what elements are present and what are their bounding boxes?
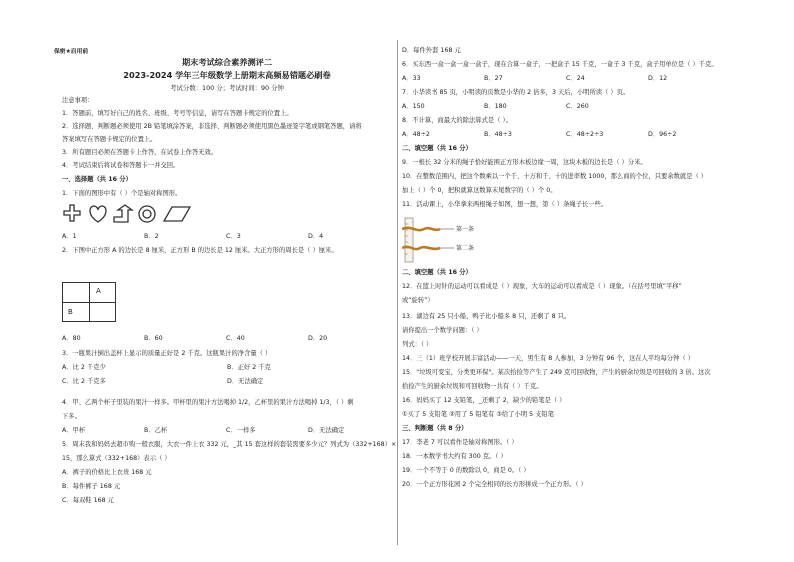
question-15-cont: 拾捡产生的厨余垃圾和可回收物一共有（ ）千克。 bbox=[402, 383, 543, 390]
q4-options bbox=[62, 428, 390, 434]
question-1: 1．下面的图形中有（ ）个是轴对称图形。 bbox=[62, 190, 182, 197]
question-18: 18．一本数学书大约有 300 克。（ ） bbox=[402, 453, 507, 460]
arrow-l-shape bbox=[114, 205, 132, 222]
q2-square-figure bbox=[62, 282, 116, 322]
section-choice: 一、选择题（共 16 分） bbox=[62, 176, 132, 183]
question-6: 6．买东西一盒一盒一盒一盒子，现在合算一盒子，一把盒子 15 千克，一盒子 3 千克，盒子用单位是（ ）千克。 bbox=[402, 61, 718, 68]
q8-options bbox=[402, 132, 730, 138]
option[interactable]: A．33 bbox=[402, 75, 421, 82]
question-20: 20．一个正方形花园 2 个完全相同的长方形拼成一个正方形。（ ） bbox=[402, 481, 587, 488]
question-3: 3．一瓶果汁倒出盖杯上显示的质量正好是 2 千克。这瓶果汁的净含量（ ） bbox=[62, 350, 272, 357]
q2-options bbox=[62, 336, 390, 342]
ring-outer-shape bbox=[139, 206, 155, 222]
exam-meta: 考试分数：100 分；考试时间：90 分钟 bbox=[170, 84, 284, 92]
q5-option[interactable]: C．每双鞋 168 元 bbox=[62, 497, 114, 504]
question-13: 13．湖边有 25 只小船，鸭子比小船多 8 只，还剩了 8 只。 bbox=[402, 313, 571, 320]
q5-option[interactable]: A．裤子的价格比上衣贵 168 元 bbox=[62, 469, 152, 476]
question-9: 9．一根长 32 分米的绳子恰好能围正方形木板边缘一周，这块木板的边长是（ ）分米。 bbox=[402, 159, 647, 166]
question-8: 8．不计算，商最大的除法算式是（ ）。 bbox=[402, 117, 512, 124]
option[interactable]: B．正好 2 千克 bbox=[227, 364, 271, 371]
question-10: 10．在整数范围内，把这个数乘以一个千、十万和千、十的进率数 1000，那么商的个位，只要余数就是（ ） bbox=[402, 173, 708, 180]
notice-item: 2．选择题、判断题必须使用 2B 铅笔填涂答案，非选择、判断题必须使用黑色墨迹签字笔或钢笔答题，请将 bbox=[62, 123, 362, 130]
notice-item: 1．答题前，填写好自己的姓名、班级、考号等信息，请写在答题卡规定的位置上。 bbox=[62, 110, 293, 117]
option[interactable]: C．比 2 千克多 bbox=[62, 378, 106, 385]
question-17: 17．李老 7 可以看作是轴对称图形。（ ） bbox=[402, 439, 518, 446]
label-b: B bbox=[68, 308, 73, 316]
question-2: 2．下图中正方形 A 的边长是 8 厘米，正方形 B 的边长是 12 厘米。大正方形的周长是（ ）厘米。 bbox=[62, 247, 338, 254]
notice-title: 注意事项： bbox=[62, 97, 94, 104]
notice-item: 3．所有题目必须在答题卡上作答，在试卷上作答无效。 bbox=[62, 149, 218, 156]
option[interactable]: A．比 2 千克少 bbox=[62, 364, 106, 371]
option[interactable]: C．48÷2÷3 bbox=[566, 131, 604, 138]
q5-option[interactable]: B．每件裤子 168 元 bbox=[62, 483, 121, 490]
question-4: 4．甲、乙两个杯子里装的果汁一样多。甲杯里的果汁方法喝掉 1/2，乙杯里的果汁方法喝掉 1/3，（ ）剩 bbox=[62, 399, 354, 406]
option[interactable]: C．260 bbox=[566, 103, 589, 110]
question-15: 15．"垃圾可变宝，分类更环保"。某次拾捡等产生了 249 克可回收物，产生的厨余垃圾是可回收的 3 倍。这次 bbox=[402, 369, 711, 376]
question-12: 12．在篮上时针的运动可以看成是（ ）现象，大车的运动可以看成是（ ）现象。（在括号里填“平移” bbox=[402, 283, 682, 290]
question-10-cont: 加上（ ）个 0，把积就算这数算末尾数字的（ ）个 0。 bbox=[402, 187, 557, 194]
option[interactable]: C．一样多 bbox=[226, 427, 256, 434]
section-fill: 二、填空题（共 16 分） bbox=[402, 145, 472, 152]
ring-inner-shape bbox=[143, 210, 151, 218]
question-12-cont: 或“旋转”） bbox=[402, 297, 434, 304]
question-13-ask: 请你提出一个数学问题：（ ） bbox=[402, 327, 483, 334]
option[interactable]: C．24 bbox=[566, 75, 585, 82]
q16-options[interactable]: ①买了 5 支铅笔 ②用了 5 铅笔有 ③给了小明 5 支铅笔 bbox=[402, 411, 555, 418]
option[interactable]: C．40 bbox=[226, 335, 245, 342]
option[interactable]: D．96÷2 bbox=[648, 131, 677, 138]
option[interactable]: A．48÷2 bbox=[402, 131, 430, 138]
question-14: 14．三（1）班学校开展丰富活动——一天，男生有 8 人参加，3 分钟有 96 个，这在人平均每分钟（ ） bbox=[402, 355, 694, 362]
rope-label-1: 第一条 bbox=[456, 226, 475, 233]
option[interactable]: D．12 bbox=[648, 75, 668, 82]
rope-label-2: 第二条 bbox=[456, 245, 475, 252]
q3-options bbox=[62, 379, 392, 385]
question-5-cont: 15，那么算式（332+168）表示（ ） bbox=[62, 455, 171, 462]
q3-options bbox=[62, 365, 392, 371]
heart-shape bbox=[90, 206, 106, 222]
notice-item: 4．考试结束后将试卷和答题卡一并交回。 bbox=[62, 162, 180, 169]
q6-options bbox=[402, 76, 730, 82]
option[interactable]: B．48÷3 bbox=[484, 131, 512, 138]
q5-option[interactable]: D．每件外套 168 元 bbox=[402, 47, 461, 54]
question-11: 11．活动课上，小华拿来两根绳子如图，想一想，第（ ）条绳子长一些。 bbox=[402, 201, 608, 208]
option[interactable]: D．4 bbox=[308, 233, 324, 240]
section-fill-2: 二、填空题（共 16 分） bbox=[402, 269, 472, 276]
question-16: 16．妈妈买了 12 支铅笔，_还剩了 2，缺少的铅笔是（ ） bbox=[402, 397, 566, 404]
notice-item: 答案填写在答题卡规定的位置上。 bbox=[62, 136, 157, 143]
rope-figure bbox=[402, 214, 512, 266]
q1-options bbox=[62, 234, 390, 240]
grid-line bbox=[63, 302, 115, 303]
option[interactable]: B．27 bbox=[484, 75, 503, 82]
option[interactable]: B．180 bbox=[484, 103, 507, 110]
option[interactable]: B．60 bbox=[144, 335, 163, 342]
question-4-cont: 下多。 bbox=[62, 413, 81, 420]
secret-label: 保密★启用前 bbox=[54, 49, 89, 55]
exam-title: 期末考试综合素养测评二 bbox=[181, 57, 273, 67]
option[interactable]: B．乙杯 bbox=[144, 427, 168, 434]
option[interactable]: D．无法确定 bbox=[308, 427, 345, 434]
cross-shape bbox=[64, 205, 80, 221]
question-13-formula: 列式：（ ） bbox=[402, 341, 433, 348]
parallelogram-shape bbox=[164, 207, 190, 221]
column-divider bbox=[397, 40, 398, 545]
question-19: 19．一个不等于 0 的数除以 0，商是 0。（ ） bbox=[402, 467, 530, 474]
exam-subtitle: 2023-2024 学年三年级数学上册期末高频易错题必刷卷 bbox=[123, 70, 331, 80]
q7-options bbox=[402, 104, 648, 110]
label-a: A bbox=[96, 287, 101, 295]
option[interactable]: A．150 bbox=[402, 103, 425, 110]
question-5: 5．周末我和妈妈去超市购一般衣服，大衣一件上衣 332 元，_其 15 套这样的套装需要多少元？列式为（332+168）× bbox=[62, 441, 397, 448]
option[interactable]: A．1 bbox=[62, 233, 77, 240]
option[interactable]: A．80 bbox=[62, 335, 81, 342]
option[interactable]: A．甲杯 bbox=[62, 427, 86, 434]
section-judge: 三、判断题（共 8 分） bbox=[402, 425, 468, 432]
option[interactable]: D．20 bbox=[308, 335, 328, 342]
option[interactable]: B．2 bbox=[144, 233, 159, 240]
question-7: 7．小华读书 85 页，小明读的页数是小华的 2 倍多，3 天后，小明所读（ ）页。 bbox=[402, 89, 630, 96]
option[interactable]: D．无法确定 bbox=[227, 378, 264, 385]
q1-shapes-figure bbox=[62, 204, 212, 226]
option[interactable]: C．3 bbox=[226, 233, 241, 240]
